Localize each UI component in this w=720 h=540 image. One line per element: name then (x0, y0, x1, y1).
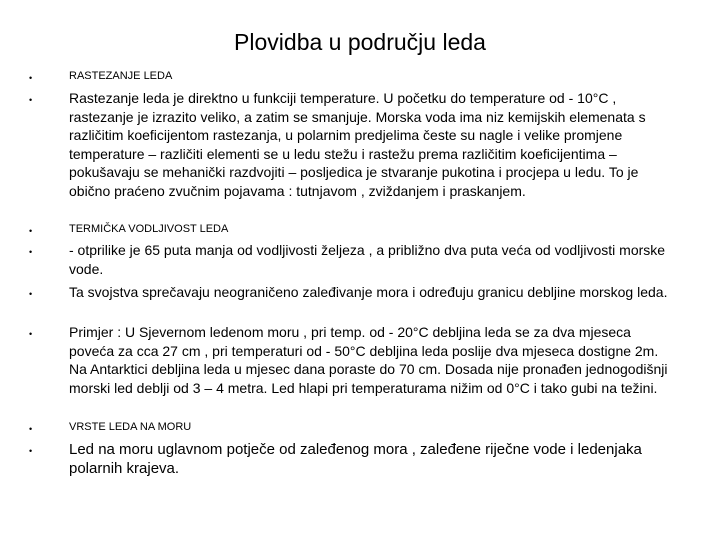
heading-rastezanje: RASTEZANJE LEDA (69, 70, 173, 82)
paragraph-vodljivost: - otprilike je 65 puta manja od vodljivosti željeza , a približno dva puta veća od vodljivosti morske vode. (69, 242, 666, 277)
heading-termicka-vodljivost: TERMIČKA VODLJIVOST LEDA (69, 223, 229, 235)
bullet-icon: • (29, 226, 33, 236)
bullet-icon: • (29, 446, 33, 456)
paragraph-rastezanje: Rastezanje leda je direktno u funkciji temperature. U početku do temperature od - 10°C , rastezanje je izrazito veliko, a zatim se smanjuje. Morska voda ima niz kemijskih elemenata s različitim koeficijentom rastezanja, u polarnim predjelima česte su nagle i velike promjene temperature – različiti elementi se u ledu stežu i rastežu prema različitim koeficijentima – pokušavaju se mehanički razdvojiti – posljedica je stvaranje pukotina i procjepa u ledu. To je obično praćeno zvučnim pojavama : tutnjavom , zviždanjem i praskanjem. (69, 90, 646, 199)
heading-vrste-leda: VRSTE LEDA NA MORU (69, 421, 192, 433)
bullet-icon: • (29, 289, 33, 299)
bullet-icon: • (29, 424, 33, 434)
paragraph-svojstva: Ta svojstva sprečavaju neograničeno zaleđivanje mora i određuju granicu debljine morskog leda. (69, 284, 668, 300)
bullet-icon: • (29, 95, 33, 105)
bullet-icon: • (29, 329, 33, 339)
bullet-icon: • (29, 247, 33, 257)
paragraph-vrste-leda: Led na moru uglavnom potječe od zaleđenog mora , zaleđene riječne vode i ledenjaka polarnih krajeva. (69, 441, 642, 477)
paragraph-primjer: Primjer : U Sjevernom ledenom moru , pri temp. od - 20°C debljina leda se za dva mjeseca poveća za cca 27 cm , pri temperaturi od - 50°C debljina leda poslije dva mjeseca dostigne 2m. Na Antarktici debljina leda u mjesec dana poraste do 70 cm. Dosada nije pronađen jednogodišnji morski led deblji od 3 – 4 metra. Led hlapi pri temperaturama nižim od 0°C i tako gubi na težini. (69, 324, 668, 396)
slide-title: Plovidba u području leda (234, 29, 486, 55)
bullet-icon: • (29, 73, 33, 83)
